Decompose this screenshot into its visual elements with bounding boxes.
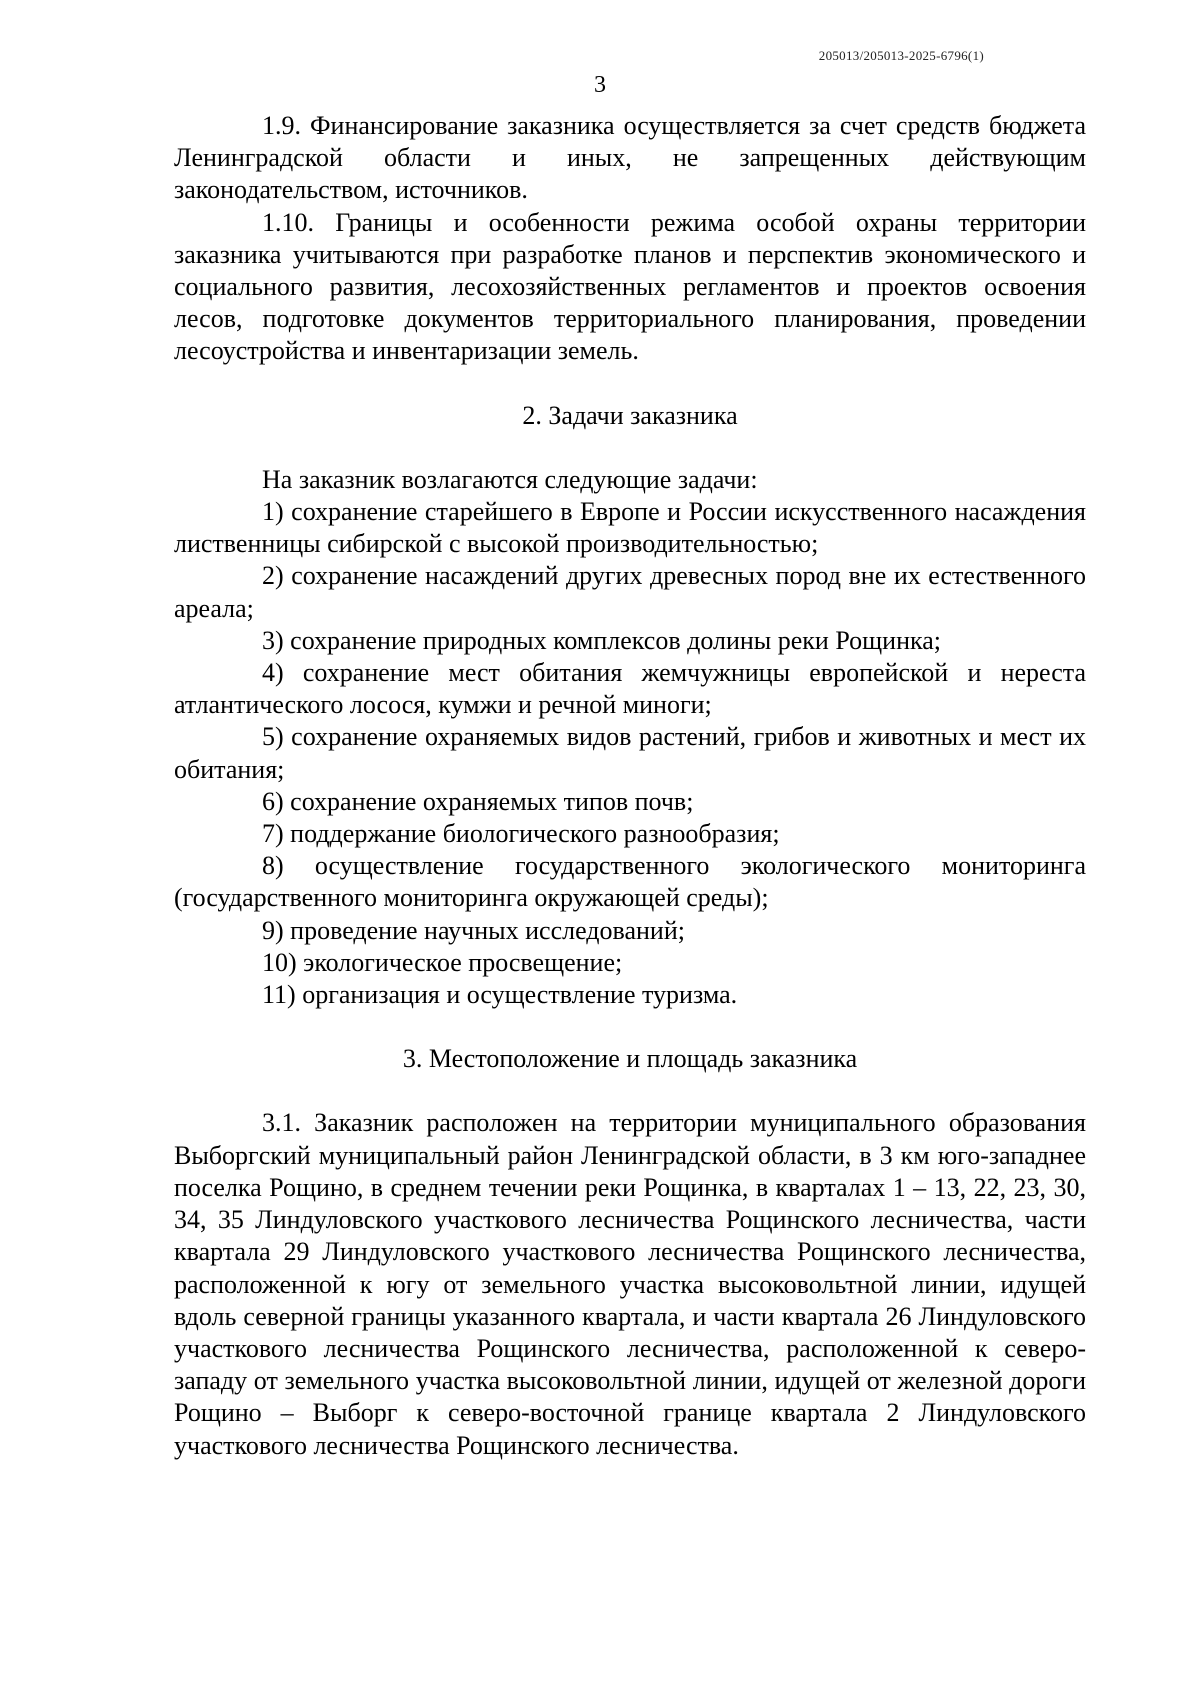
- spacer: [174, 1075, 1086, 1107]
- paragraph-1-10: 1.10. Границы и особенности режима особой охраны территории заказника учитываются при разработке планов и перспектив экономического и социального развития, лесохозяйственных регламентов и проектов освоения лесов, подготовке документов территориального планирования, проведении лесоустройства и инвентаризации земель.: [174, 207, 1086, 366]
- task-item: 3) сохранение природных комплексов долины реки Рощинка;: [262, 625, 942, 655]
- task-item: 1) сохранение старейшего в Европе и России искусственного насаждения лиственницы сибирской с высокой производительностью;: [174, 497, 1086, 559]
- task-item: 2) сохранение насаждений других древесных пород вне их естественного ареала;: [174, 561, 1086, 623]
- spacer: [174, 368, 1086, 400]
- tasks-intro: На заказник возлагаются следующие задачи:: [262, 464, 758, 494]
- task-item: 5) сохранение охраняемых видов растений, грибов и животных и мест их обитания;: [174, 722, 1086, 784]
- paragraph-3-1: 3.1. Заказник расположен на территории муниципального образования Выборгский муниципальный район Ленинградской области, в 3 км юго-западнее поселка Рощино, в среднем течении реки Рощинка, в кварталах 1 – 13, 22, 23, 30, 34, 35 Линдуловского участкового лесничества Рощинского лесничества, части квартала 29 Линдуловского участкового лесничества Рощинского лесничества, расположенной к югу от земельного участка высоковольтной линии, идущей вдоль северной границы указанного квартала, и части квартала 26 Линдуловского участкового лесничества Рощинского лесничества, расположенной к северо-западу от земельного участка высоковольтной линии, идущей от железной дороги Рощино – Выборг к северо-восточной границе квартала 2 Линдуловского участкового лесничества Рощинского лесничества.: [174, 1108, 1086, 1460]
- section-heading-tasks: 2. Задачи заказника: [522, 400, 738, 430]
- document-registration-number: 205013/205013-2025-6796(1): [818, 48, 984, 63]
- task-item: 11) организация и осуществление туризма.: [262, 980, 738, 1010]
- task-item: 7) поддержание биологического разнообразия;: [262, 819, 780, 849]
- task-item: 6) сохранение охраняемых типов почв;: [262, 786, 694, 816]
- paragraph-1-9: 1.9. Финансирование заказника осуществляется за счет средств бюджета Ленинградской области и иных, не запрещенных действующим законодательством, источников.: [174, 111, 1086, 205]
- spacer: [174, 1011, 1086, 1043]
- section-heading-location: 3. Местоположение и площадь заказника: [402, 1044, 858, 1074]
- task-item: 9) проведение научных исследований;: [262, 915, 685, 945]
- spacer: [174, 432, 1086, 464]
- document-body: [174, 110, 1086, 1462]
- page-number: 3: [594, 72, 606, 98]
- task-item: 8) осуществление государственного экологического мониторинга (государственного мониторинга окружающей среды);: [174, 851, 1086, 913]
- task-item: 10) экологическое просвещение;: [262, 947, 623, 977]
- task-item: 4) сохранение мест обитания жемчужницы европейской и нереста атлантического лосося, кумжи и речной миноги;: [174, 658, 1086, 720]
